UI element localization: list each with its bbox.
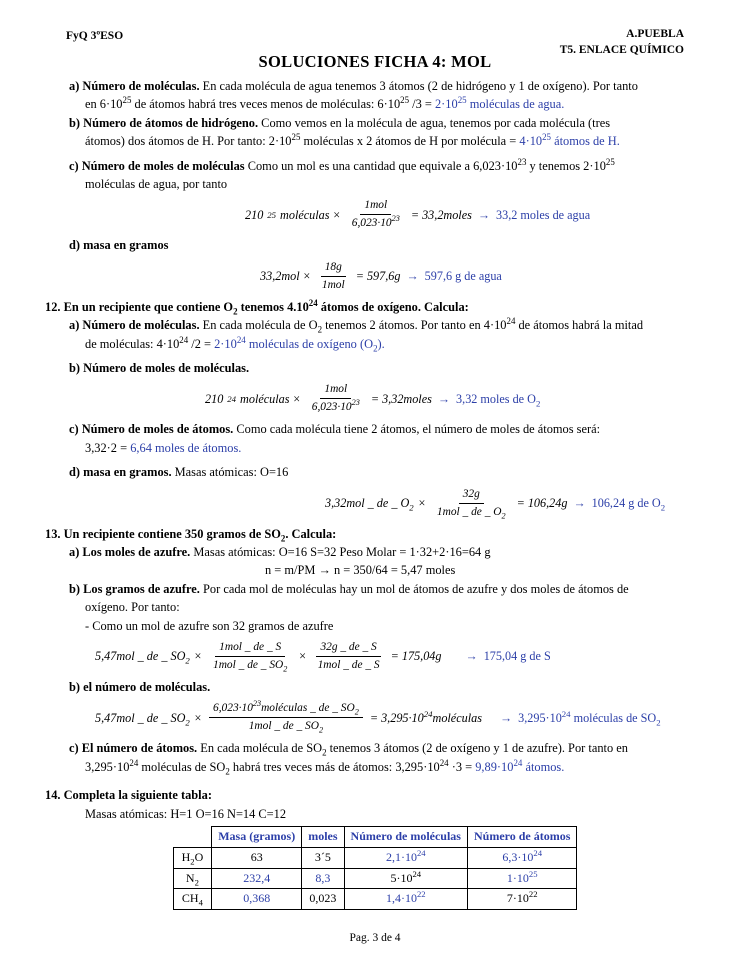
table-header-row [173,826,577,847]
q11-b-paragraph [45,115,705,131]
q11-c-paragraph [45,158,705,174]
cell-moles: 0,023 [302,889,344,910]
q11-a-t2: de átomos habrá tres veces menos de moléculas: 6·10 [131,97,401,112]
q12-a-bluesup: 24 [236,334,246,345]
q12-d-eq-res: = 106,24g [516,496,568,511]
q12-b-eq-left-rest: moléculas × [240,391,301,406]
q13-stmt-sub: 2 [280,533,286,544]
q13-d-blue2: átomos. [522,759,565,774]
q11-d-equation [45,260,705,293]
q11-b-t3: moléculas x 2 átomos de H por molécula = [300,134,520,149]
q13-b-fraction-2 [314,640,384,673]
cell-masa: 63 [212,847,302,868]
q12-b-eq-answer: 3,32 moles de $O_2$ [456,391,541,409]
q12-a-label: a) Número de moléculas. [69,318,200,333]
q13-b-arrow: → [465,649,478,664]
cell-formula: $H_2O$ [173,847,212,868]
q11-a-t1: en 6·10 [85,97,123,112]
q13-b-times1: × [193,649,203,664]
q12-a-blue: 2·10 [214,336,237,351]
q12-c-text: Como cada molécula tiene 2 átomos, el número de moles de átomos será: [233,422,601,437]
q11-c-eq-left: 210 [245,207,264,222]
q13-b-t1: Por cada mol de moléculas hay un mol de átomos de azufre y dos moles de átomos de [199,581,629,596]
q13-d-sup1: 24 [129,757,139,768]
q13-b-eq-answer: 175,04 g de S [483,649,551,664]
q11-c-frac-den: $6,023\cdot 10^{23}$ [351,214,400,230]
q13-c-times: × [193,710,203,725]
q12-d-paragraph [45,464,705,480]
q11-a-paragraph [45,78,705,94]
q13-d-t5: habrá tres veces más de átomos: 3,295·10 [229,759,440,774]
q13-d-label: c) El número de átomos. [69,741,198,756]
q11-a-bluesup: 25 [457,95,467,106]
cell-moleculas: $1,4\cdot 10^{22}$ [344,889,467,910]
q12-a-sub1: 2 [317,324,323,335]
q12-c-paragraph-2 [45,440,705,456]
q11-d-paragraph [45,237,705,253]
q13-d-bluesup: 24 [513,757,523,768]
q11-d-eq-answer: 597,6 g de agua [424,269,502,284]
q13-c-eq-answer: $3,295\cdot 10^{24}$ moléculas de $SO_2$ [518,708,661,728]
q13-c-label: b) el número de moléculas. [69,679,211,694]
q13-b-frac1-num: 1mol _ de _ S [215,640,285,657]
q12-stmt-1: En un recipiente que contiene O [63,299,234,314]
q13-b-frac2-num: 32g _ de _ S [316,640,380,657]
q13-b-frac2-den: 1mol _ de _ S [317,658,380,671]
q12-stmt-sub: 2 [233,306,238,317]
q12-d-frac-den: 1mol _ de _ $O_2$ [436,505,506,520]
q11-c-sup2: 25 [605,156,615,167]
q11-b-blue: 4·10 [519,134,543,149]
q13-d-t2: tenemos 3 átomos (2 de oxígeno y 1 de azufre). Por tanto en [326,741,628,756]
q13-d-sub2: 2 [225,766,230,777]
cell-masa: 0,368 [212,889,302,910]
q13-b-fraction-1 [209,640,291,673]
q14-stmt: Completa la siguiente tabla: [63,788,212,803]
q12-a-t1: En cada molécula de O [199,318,318,333]
q11-b-sup1: 25 [291,132,301,142]
th-empty [173,826,212,847]
q13-b-eq-res: = 175,04g [390,649,442,664]
q13-c-arrow: → [499,710,513,725]
q14-number: 14. [45,788,61,803]
q12-b-eq-left: 210 [205,391,224,406]
table-row [173,889,577,910]
q11-d-eq-left: 33,2mol × [260,269,311,284]
q12-b-frac-den: $6,023\cdot 10^{23}$ [311,398,360,414]
cell-formula: $N_2$ [173,868,212,889]
q13-d-sup2: 24 [439,757,449,768]
q12-a-blue2: moléculas de oxígeno (O [245,336,374,351]
th-moleculas: Número de moléculas [344,826,467,847]
th-moles: moles [302,826,344,847]
q11-c-fraction [348,198,404,231]
q11-a-blue1: 2·10 [434,97,458,112]
q13-a-text: Masas atómicas: O=16 S=32 Peso Molar = 1·32+2·16=64 g [190,545,491,559]
q11-d-arrow: → [406,269,419,284]
q12-c-label: c) Número de moles de átomos. [69,422,234,437]
cell-atomos: $1\cdot 10^{25}$ [467,868,576,889]
q12-statement [45,299,705,315]
q12-b-paragraph [45,360,705,376]
q11-b-t2: átomos) dos átomos de H. Por tanto: 2·10 [85,134,292,149]
q13-stmt-1: Un recipiente contiene 350 gramos de SO [63,526,281,541]
q13-a-label: a) Los moles de azufre. [69,545,191,559]
q11-b-label: b) Número de átomos de hidrógeno. [69,115,259,130]
q12-b-eq-res: = 3,32moles [370,391,432,406]
q13-b-equation [45,640,705,673]
header-left-text: FyQ 3ºESO [66,30,124,42]
q12-d-eq-left: 3,32mol _ de _ $O_2$ [325,496,414,513]
q12-a-t5: /2 = [188,336,215,351]
q13-c-fraction [209,701,363,734]
q13-number: 13. [45,526,61,541]
q11-c-frac-num: 1mol [360,198,391,215]
q12-stmt-3: átomos de oxígeno. Calcula: [317,299,469,314]
q13-b-paragraph-3: - Como un mol de azufre son 32 gramos de azufre [85,618,334,633]
q12-d-times: × [417,496,426,511]
q11-a-text: En cada molécula de agua tenemos 3 átomos (2 de hidrógeno y 1 de oxígeno). Por tanto [199,79,638,93]
q14-table-wrap [45,826,705,910]
q12-number: 12. [45,299,61,314]
q11-c-eq-res: = 33,2moles [410,207,472,222]
q12-d-equation [45,487,705,520]
table-row [173,847,577,868]
table-row [173,868,577,889]
q12-b-equation: 210 24 moléculas × $\frac{\text{1mol}}{6,023\cdot 10^{23}}$ = 3,32moles → 3,32 moles de $O_2$ [45,382,705,415]
q12-a-t4: de moléculas: 4·10 [85,336,180,351]
q13-c-eq-left: 5,47mol _ de _ $SO_2$ [95,710,190,728]
completion-table [173,826,578,910]
q11-a-blue2: moléculas de agua. [466,97,565,112]
th-masa: Masa (gramos) [212,826,302,847]
q12-a-paragraph-2 [45,336,705,352]
page-title: SOLUCIONES FICHA 4: MOL [258,52,492,71]
q13-d-t6: ·3 = [448,759,476,774]
header-right-block [560,27,684,58]
q11-c-equation: 210 25 moléculas × $\frac{\text{1mol}}{6,023\cdot 10^{23}}$ = 33,2moles → 33,2 moles de agua [45,198,705,231]
q12-b-arrow: → [437,391,451,406]
header-author: A.PUEBLA [626,28,684,40]
q14-statement [45,787,705,803]
q13-c-eq-res: = $3,295\cdot 10^{24}moléculas$ [369,708,482,725]
q13-b-paragraph-2: oxígeno. Por tanto: [85,600,180,615]
q12-d-text: Masas atómicas: O=16 [171,465,289,480]
q13-c-paragraph [45,679,705,695]
q12-a-sup2: 24 [179,334,189,345]
q13-b-eq-left: 5,47mol _ de _ $SO_2$ [95,649,190,666]
q13-d-t1: En cada molécula de SO [197,741,323,756]
q13-c-equation [45,701,705,734]
cell-formula: $CH_4$ [173,889,212,910]
q11-a-sup1: 25 [122,95,132,106]
q13-d-paragraph-2 [45,759,705,775]
q12-c-blue: 6,64 moles de átomos. [130,440,242,455]
q12-a-bluesub: 2 [373,343,378,354]
cell-masa: 232,4 [212,868,302,889]
page-header [0,0,750,56]
q11-c-eq-left-rest: moléculas × [280,207,341,222]
q13-b-label: b) Los gramos de azufre. [69,581,200,596]
q11-a-sup2: 25 [400,95,410,106]
q13-c-frac-num: $6,023\cdot 10^{23}moléculas$ _ de _ $SO_2$ [209,701,363,718]
q12-b-frac-num: 1mol [320,382,351,399]
q11-c-eq-answer: 33,2 moles de agua [496,207,591,222]
q12-c-t2: 3,32·2 = [85,440,131,455]
q13-stmt-2: . Calcula: [285,526,337,541]
q12-d-label: d) masa en gramos. [69,465,172,480]
cell-moleculas: $2,1\cdot 10^{24}$ [344,847,467,868]
q11-d-label: d) masa en gramos [69,238,169,253]
q13-c-frac-den: 1mol _ de _ $SO_2$ [248,720,324,735]
q12-d-frac-num: 32g [459,487,484,504]
q12-c-paragraph [45,421,705,437]
q13-a-paragraph [45,544,705,560]
q12-d-eq-answer: 106,24 g de $O_2$ [591,496,666,513]
q14-masas: Masas atómicas: H=1 O=16 N=14 C=12 [85,806,287,821]
th-atomos: Número de átomos [467,826,576,847]
q11-a-t3: /3 = [409,97,435,112]
q11-c-arrow: → [477,207,491,222]
q12-a-blue3: ). [377,336,385,351]
q11-a-label: a) Número de moléculas. [69,79,200,93]
q11-a-paragraph-2 [45,96,705,112]
q12-a-t3: de átomos habrá la mitad [515,318,644,333]
cell-moles: 3´5 [302,847,344,868]
q13-a-paragraph-2: n = m/PM → n = 350/64 = 5,47 moles [265,563,456,578]
q12-stmt-2: tenemos 4.10 [237,299,309,314]
cell-atomos: $7\cdot 10^{22}$ [467,889,576,910]
q11-d-frac-den: 1mol [321,278,345,291]
q13-d-t4: moléculas de SO [138,759,226,774]
q11-b-bluesup: 25 [542,132,551,142]
q11-b-blue2: átomos de H. [551,134,620,149]
q11-b-t1: Como vemos en la molécula de agua, tenemos por cada molécula (tres [258,115,611,130]
q13-d-paragraph [45,740,705,756]
q12-b-label: b) Número de moles de moléculas. [69,360,250,375]
page-footer: Pag. 3 de 4 [349,932,401,944]
cell-moleculas: $5\cdot 10^{24}$ [344,868,467,889]
q12-a-paragraph [45,317,705,333]
q11-c-paragraph-2: moléculas de agua, por tanto [85,176,228,191]
q11-c-t1: Como un mol es una cantidad que equivale a 6,023·10 [244,158,518,173]
q11-c-label: c) Número de moles de moléculas [69,158,245,173]
cell-moles: 8,3 [302,868,344,889]
q13-b-times2: × [298,649,307,664]
q13-d-sub1: 2 [322,747,327,758]
q12-d-arrow: → [573,496,586,511]
q11-d-eq-res: = 597,6g [355,269,401,284]
q13-d-t3: 3,295·10 [85,759,130,774]
q11-c-sup1: 23 [517,156,527,167]
q12-d-fraction [433,487,510,520]
q13-statement [45,526,705,542]
q11-b-paragraph-2 [45,133,705,149]
table-body [173,847,577,909]
q13-b-paragraph [45,581,705,597]
q12-a-sup1: 24 [506,316,516,327]
q11-d-frac-num: 18g [321,260,346,277]
q11-c-t2: y tenemos 2·10 [526,158,606,173]
q12-a-t2: tenemos 2 átomos. Por tanto en 4·10 [322,318,507,333]
cell-atomos: $6,3\cdot 10^{24}$ [467,847,576,868]
q11-d-fraction [318,260,349,293]
q12-b-fraction [308,382,364,415]
header-topic: T5. ENLACE QUÍMICO [559,43,684,56]
q13-d-blue: 9,89·10 [475,759,514,774]
document-body [0,72,750,910]
q12-stmt-sup: 24 [308,297,318,308]
q13-b-frac1-den: 1mol _ de _ $SO_2$ [213,658,288,674]
